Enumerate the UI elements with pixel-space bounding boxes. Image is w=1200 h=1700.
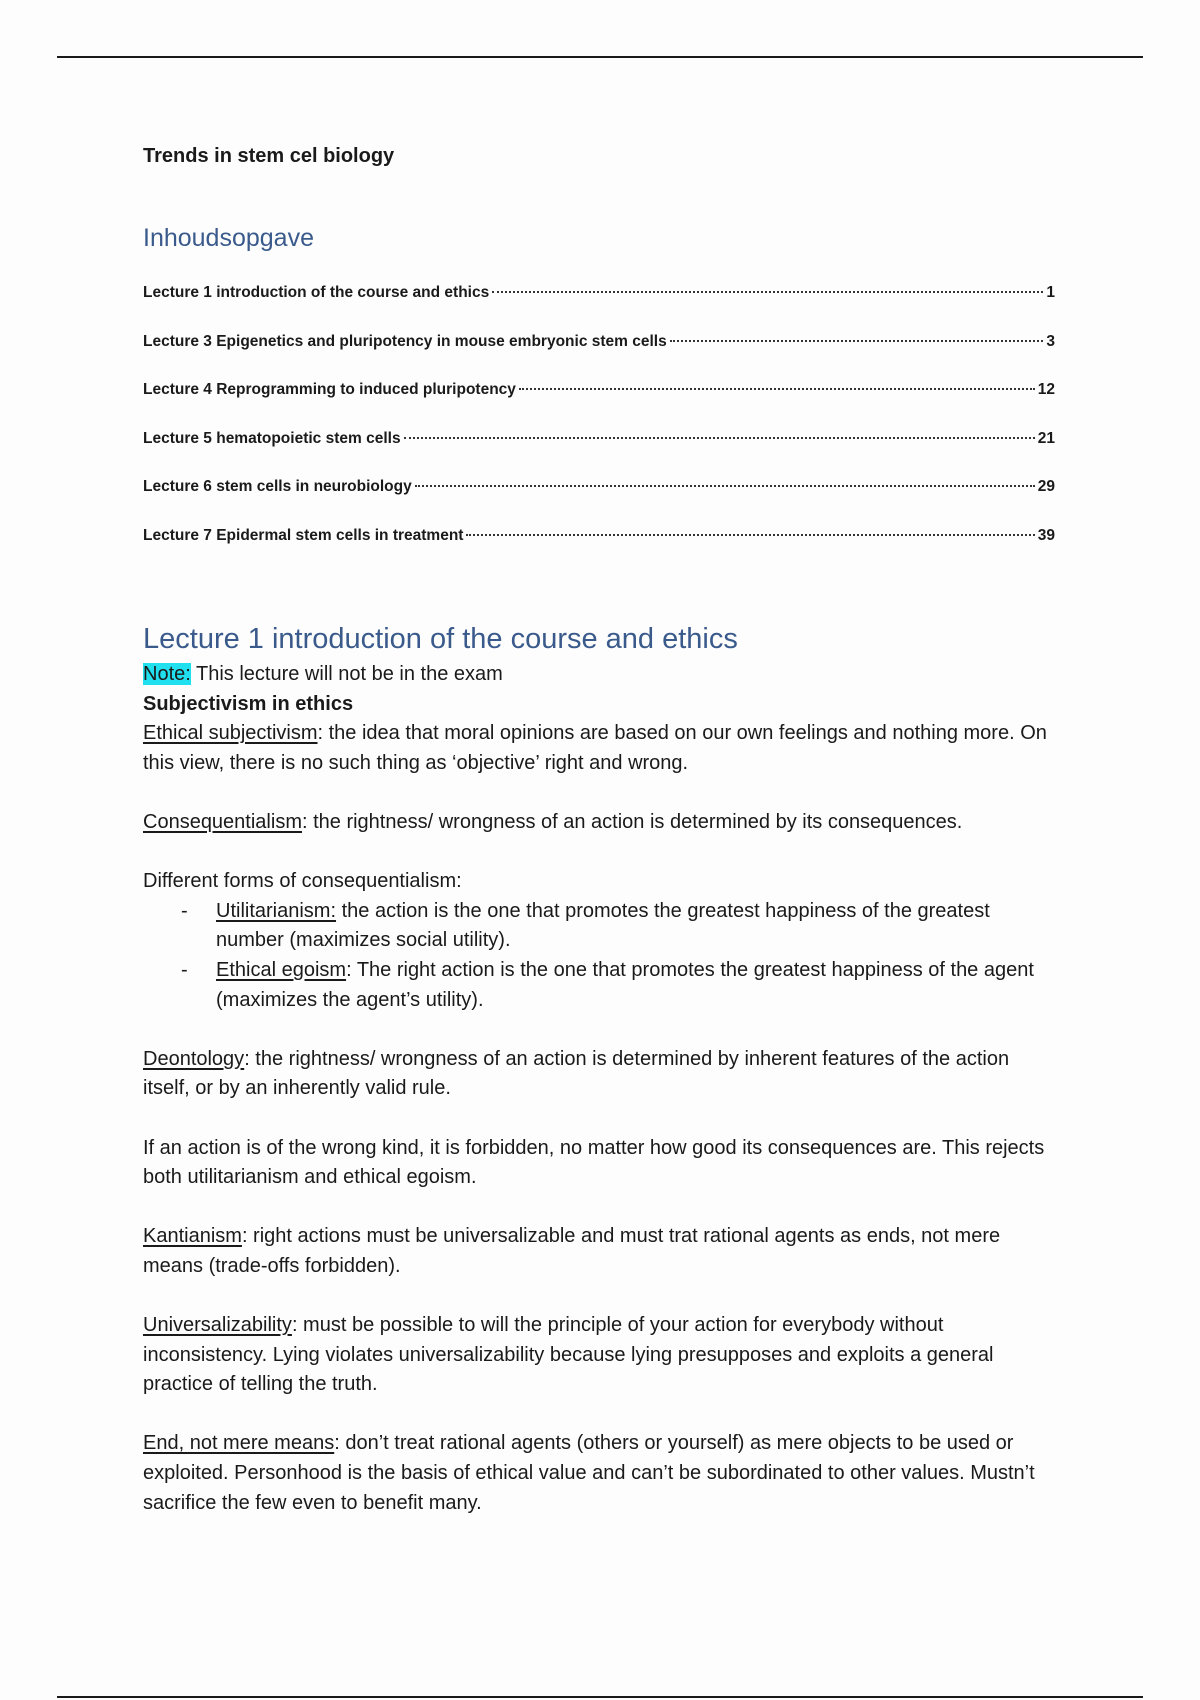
forms-intro: Different forms of consequentialism: xyxy=(143,870,462,893)
toc-leader-dots xyxy=(404,437,1035,439)
document-title: Trends in stem cel biology xyxy=(143,145,395,167)
toc-entry-lecture-7[interactable] xyxy=(143,527,1055,576)
toc-entry-page: 3 xyxy=(1046,332,1055,350)
toc-entry-label: Lecture 4 Reprogramming to induced pluripotency xyxy=(143,381,516,399)
footer-rule xyxy=(57,1696,1143,1698)
toc-entry-lecture-5[interactable] xyxy=(143,430,1055,479)
subjectivism-subheading: Subjectivism in ethics xyxy=(143,692,354,715)
toc-leader-dots xyxy=(466,534,1034,536)
toc-entry-page: 29 xyxy=(1037,478,1055,496)
deontology-paragraph xyxy=(143,1045,1055,1104)
consequentialism-paragraph xyxy=(143,808,1055,838)
paragraph-gap xyxy=(143,838,1055,868)
toc-entry-page: 12 xyxy=(1037,381,1055,399)
toc-entry-label: Lecture 1 introduction of the course and ethics xyxy=(143,284,490,301)
toc-entry-label: Lecture 7 Epidermal stem cells in treatment xyxy=(143,526,464,544)
kantianism-paragraph xyxy=(143,1222,1055,1281)
toc-entry-label: Lecture 5 hematopoietic stem cells xyxy=(143,429,401,447)
toc-entry-label: Lecture 6 stem cells in neurobiology xyxy=(143,478,412,496)
paragraph-gap xyxy=(143,1281,1055,1311)
wrong-kind-paragraph: If an action is of the wrong kind, it is forbidden, no matter how good its consequences are. This rejects both utilitarianism and ethical egoism. xyxy=(143,1136,1045,1189)
toc-entry-lecture-1[interactable] xyxy=(143,284,1055,333)
paragraph-gap xyxy=(143,1400,1055,1430)
paragraph-gap xyxy=(143,1104,1055,1134)
paragraph-gap xyxy=(143,1015,1055,1045)
list-item xyxy=(143,956,1055,1015)
consequentialism-term: Consequentialism xyxy=(143,810,302,833)
end-not-means-paragraph xyxy=(143,1429,1055,1518)
toc-entry-label: Lecture 3 Epigenetics and pluripotency in mouse embryonic stem cells xyxy=(143,332,667,350)
toc-entry-page: 1 xyxy=(1046,284,1055,301)
paragraph-gap xyxy=(143,1193,1055,1223)
toc-entry-lecture-4[interactable] xyxy=(143,381,1055,430)
consequentialism-text: : the rightness/ wrongness of an action is determined by its consequences. xyxy=(301,810,963,833)
paragraph-gap xyxy=(143,778,1055,808)
universalizability-paragraph xyxy=(143,1311,1055,1400)
toc-leader-dots xyxy=(670,340,1044,342)
note-text: This lecture will not be in the exam xyxy=(190,663,503,685)
note-line xyxy=(143,660,1055,690)
ethical-egoism-term: Ethical egoism xyxy=(216,958,347,981)
ethical-subjectivism-term: Ethical subjectivism xyxy=(143,722,318,745)
utilitarianism-term: Utilitarianism: xyxy=(216,899,337,922)
consequentialism-forms-list xyxy=(143,897,1055,1015)
kantianism-text: : right actions must be universalizable and must trat rational agents as ends, not mere means (trade-offs forbidden). xyxy=(143,1225,1001,1277)
deontology-term: Deontology xyxy=(143,1047,245,1070)
toc-entry-lecture-6[interactable] xyxy=(143,478,1055,527)
toc-entry-page: 39 xyxy=(1037,526,1055,544)
utilitarianism-text: the action is the one that promotes the greatest happiness of the greatest number (maximizes social utility). xyxy=(216,899,990,952)
toc-leader-dots xyxy=(415,485,1035,487)
note-label: Note: xyxy=(143,663,191,685)
toc-entry-page: 21 xyxy=(1037,429,1055,447)
header-rule xyxy=(57,56,1143,58)
list-item xyxy=(143,897,1055,956)
toc-heading: Inhoudsopgave xyxy=(143,224,314,252)
kantianism-term: Kantianism xyxy=(143,1225,242,1248)
table-of-contents xyxy=(143,284,1055,576)
ethical-subjectivism-paragraph xyxy=(143,719,1055,778)
lecture-1-body xyxy=(143,660,1055,1518)
end-not-means-text: : don’t treat rational agents (others or yourself) as mere objects to be used or exploited. Personhood is the basis of ethical value and can’t be subordinated to other values. Mustn’t sacrifice the few even to benefit many. xyxy=(143,1432,1035,1514)
ethical-egoism-text: : The right action is the one that promotes the greatest happiness of the agent (maximizes the agent’s utility). xyxy=(216,958,1034,1011)
toc-leader-dots xyxy=(519,388,1035,390)
universalizability-term: Universalizability xyxy=(143,1314,292,1337)
universalizability-text: : must be possible to will the principle of your action for everybody without inconsistency. Lying violates universalizability because lying presupposes and exploits a general practice of telling the truth. xyxy=(143,1314,994,1396)
toc-entry-lecture-3[interactable] xyxy=(143,333,1055,382)
lecture-1-heading: Lecture 1 introduction of the course and ethics xyxy=(143,623,738,655)
toc-leader-dots xyxy=(492,291,1043,293)
deontology-text: : the rightness/ wrongness of an action is determined by inherent features of the action itself, or by an inherently valid rule. xyxy=(143,1047,1010,1100)
ethical-subjectivism-text: : the idea that moral opinions are based on our own feelings and nothing more. On this view, there is no such thing as ‘objective’ right and wrong. xyxy=(143,722,1047,774)
end-not-means-term: End, not mere means xyxy=(143,1432,335,1455)
